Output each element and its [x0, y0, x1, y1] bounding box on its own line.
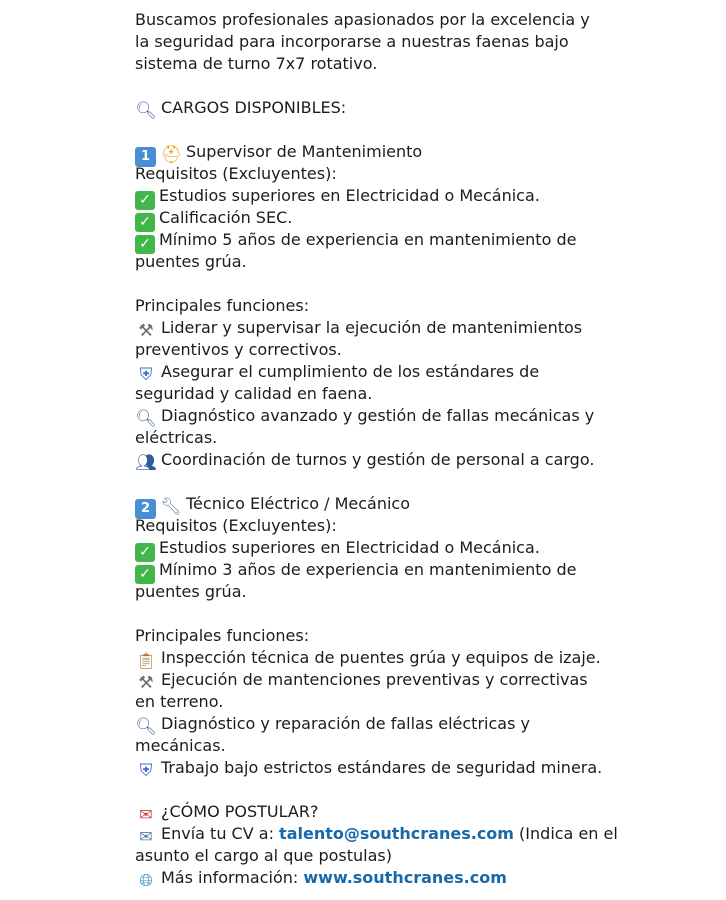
job2-func-3-text: Diagnóstico y reparación de fallas eléctricas y [161, 714, 530, 733]
construction-worker-icon: ⛑︎ [160, 145, 182, 165]
job2-func-4-text: Trabajo bajo estrictos estándares de seguridad minera. [161, 758, 603, 777]
job1-func-2-cont: seguridad y calidad en faena. [135, 384, 373, 403]
magnifier-icon: 🔍︎ [135, 717, 157, 737]
job1-func-3-cont: eléctricas. [135, 428, 218, 447]
check-mark-icon: ✓ [135, 565, 155, 584]
cargos-heading-text: CARGOS DISPONIBLES: [161, 98, 347, 117]
job1-req-1 [135, 185, 715, 207]
job2-func-4 [135, 757, 715, 779]
job1-func-4-text: Coordinación de turnos y gestión de personal a cargo. [161, 450, 595, 469]
apply-cv-line [135, 823, 715, 845]
job1-req-3 [135, 229, 715, 251]
keycap-number-icon: 1 [135, 147, 156, 167]
apply-heading-line [135, 801, 715, 823]
check-mark-icon: ✓ [135, 235, 155, 254]
wrench-icon: 🔧︎ [160, 497, 182, 517]
shield-icon: ⛨︎ [139, 365, 153, 385]
hammer-wrench-icon: ⚒︎ [138, 673, 154, 693]
cargos-heading [135, 97, 715, 119]
job2-req-2-text: Mínimo 3 años de experiencia en mantenimiento de [159, 560, 577, 579]
job1-req-heading: Requisitos (Excluyentes): [135, 164, 337, 183]
job1-req-2 [135, 207, 715, 229]
job2-func-2-text: Ejecución de mantenciones preventivas y correctivas [161, 670, 588, 689]
job1-req-3-cont: puentes grúa. [135, 252, 247, 271]
job2-func-3-cont: mecánicas. [135, 736, 226, 755]
job2-req-heading: Requisitos (Excluyentes): [135, 516, 337, 535]
email-icon: ✉︎ [139, 827, 153, 846]
people-icon: 👥︎ [135, 453, 157, 473]
magnifier-icon: 🔍︎ [135, 409, 157, 429]
magnifier-icon: 🔍︎ [135, 101, 157, 121]
clipboard-icon: 📋︎ [135, 651, 157, 670]
envelope-arrow-icon: ✉︎ [139, 805, 153, 824]
keycap-number-icon: 2 [135, 499, 156, 519]
hammer-wrench-icon: ⚒︎ [138, 321, 154, 341]
job1-func-1 [135, 317, 715, 339]
spacer [135, 75, 715, 97]
job2-title-line [135, 493, 715, 515]
job1-func-3 [135, 405, 715, 427]
job2-req-1 [135, 537, 715, 559]
apply-heading: ¿CÓMO POSTULAR? [161, 802, 319, 821]
job2-req-2 [135, 559, 715, 581]
spacer [135, 603, 715, 625]
check-mark-icon: ✓ [135, 543, 155, 562]
check-mark-icon: ✓ [135, 191, 155, 210]
job1-func-2 [135, 361, 715, 383]
job1-req-3-text: Mínimo 5 años de experiencia en mantenimiento de [159, 230, 577, 249]
intro-line-3: sistema de turno 7x7 rotativo. [135, 54, 378, 73]
spacer [135, 119, 715, 141]
job2-func-1-text: Inspección técnica de puentes grúa y equipos de izaje. [161, 648, 601, 667]
spacer [135, 273, 715, 295]
job2-func-3 [135, 713, 715, 735]
globe-icon: 🌐︎ [139, 871, 153, 891]
job1-func-heading: Principales funciones: [135, 296, 310, 315]
intro-line-1: Buscamos profesionales apasionados por la excelencia y [135, 10, 590, 29]
job2-func-2 [135, 669, 715, 691]
spacer [135, 779, 715, 801]
job1-func-1-cont: preventivos y correctivos. [135, 340, 342, 359]
job2-req-2-cont: puentes grúa. [135, 582, 247, 601]
apply-cv-prefix: Envía tu CV a: [161, 824, 280, 843]
job1-title: Supervisor de Mantenimiento [186, 142, 423, 161]
job2-req-1-text: Estudios superiores en Electricidad o Mecánica. [159, 538, 540, 557]
check-mark-icon: ✓ [135, 213, 155, 232]
job1-func-2-text: Asegurar el cumplimiento de los estándares de [161, 362, 540, 381]
website-link[interactable]: www.southcranes.com [303, 868, 507, 887]
apply-cv-suffix: (Indica en el [513, 824, 618, 843]
job-post [135, 9, 715, 889]
job1-req-1-text: Estudios superiores en Electricidad o Mecánica. [159, 186, 540, 205]
spacer [135, 471, 715, 493]
job1-title-line [135, 141, 715, 163]
job1-func-4 [135, 449, 715, 471]
apply-info-prefix: Más información: [161, 868, 304, 887]
job2-func-2-cont: en terreno. [135, 692, 224, 711]
job1-func-3-text: Diagnóstico avanzado y gestión de fallas mecánicas y [161, 406, 595, 425]
email-link[interactable]: talento@southcranes.com [279, 824, 514, 843]
apply-cv-line-cont: asunto el cargo al que postulas) [135, 846, 392, 865]
shield-icon: ⛨︎ [139, 761, 153, 781]
job2-title: Técnico Eléctrico / Mecánico [186, 494, 411, 513]
job1-req-2-text: Calificación SEC. [159, 208, 293, 227]
intro-line-2: la seguridad para incorporarse a nuestras faenas bajo [135, 32, 569, 51]
job2-func-1 [135, 647, 715, 669]
apply-info-line [135, 867, 715, 889]
job2-func-heading: Principales funciones: [135, 626, 310, 645]
job1-func-1-text: Liderar y supervisar la ejecución de mantenimientos [161, 318, 583, 337]
